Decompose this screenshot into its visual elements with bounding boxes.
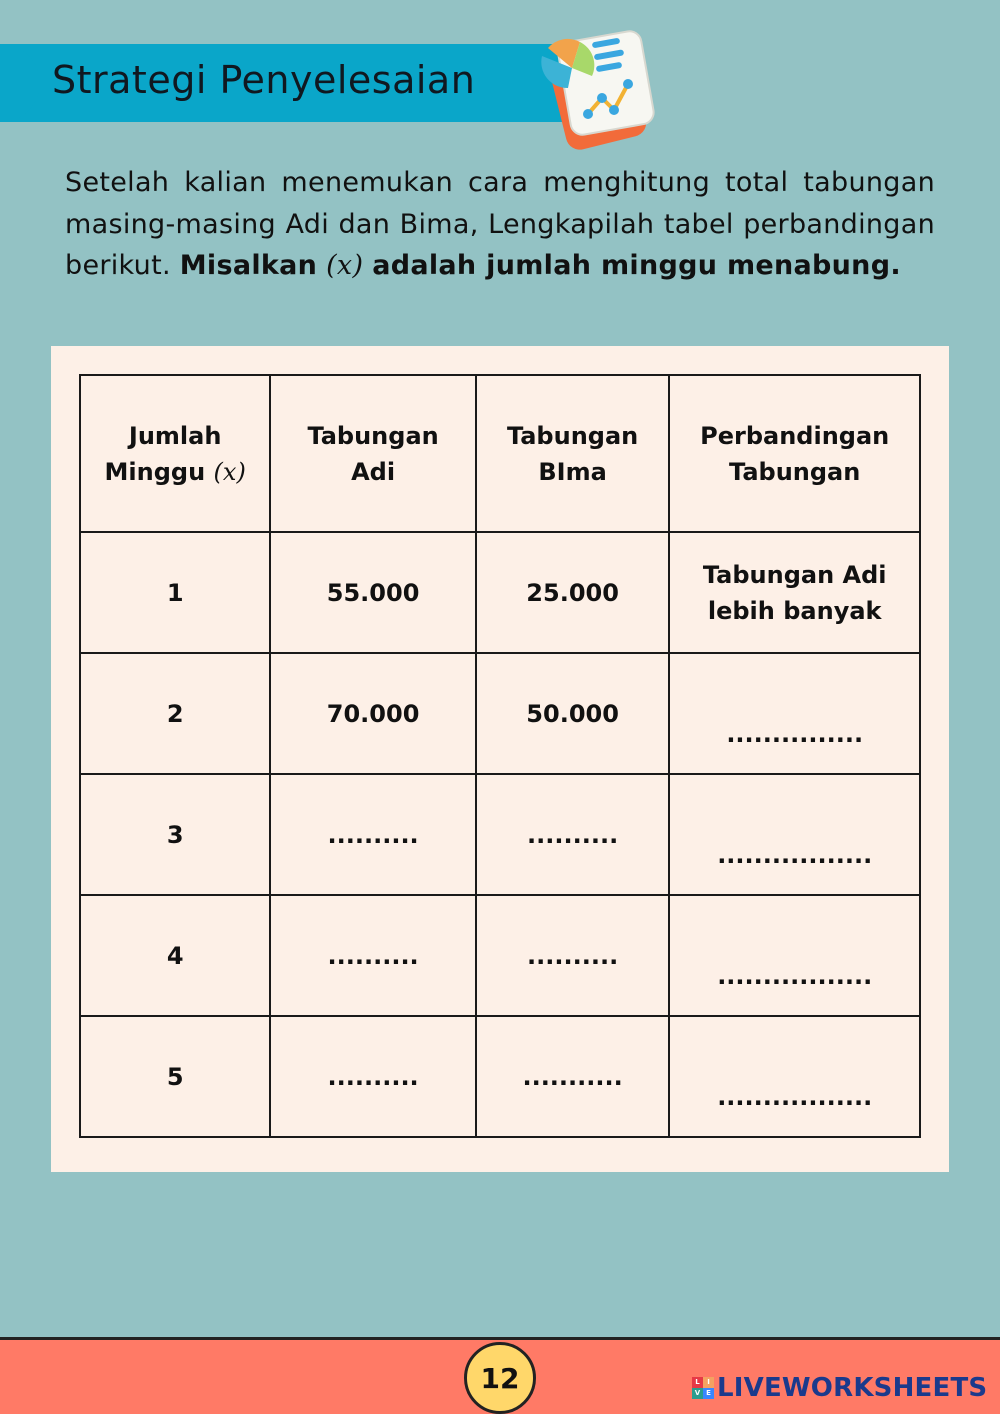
bima-blank-input[interactable]: .......... (476, 774, 670, 895)
week-cell: 3 (80, 774, 270, 895)
instruction-bold-lead: Misalkan (179, 250, 318, 281)
week-cell: 1 (80, 532, 270, 653)
bima-cell: 50.000 (476, 653, 670, 774)
header-comparison: Perbandingan Tabungan (669, 375, 920, 532)
comparison-blank-input[interactable]: ................. (669, 1016, 920, 1137)
adi-cell: 55.000 (270, 532, 475, 653)
header-adi: Tabungan Adi (270, 375, 475, 532)
instruction-text: Setelah kalian menemukan cara menghitung total tabungan masing-masing Adi dan Bima, Lengkapilah tabel perbandingan berikut. (65, 167, 935, 281)
instruction-paragraph (65, 162, 935, 287)
week-cell: 2 (80, 653, 270, 774)
adi-blank-input[interactable]: .......... (270, 895, 475, 1016)
week-cell: 4 (80, 895, 270, 1016)
table-row (80, 895, 920, 1016)
comparison-blank-input[interactable]: ................. (669, 774, 920, 895)
table-row (80, 774, 920, 895)
header-weeks: Jumlah Minggu (x) (80, 375, 270, 532)
instruction-bold-tail: adalah jumlah minggu menabung. (372, 250, 901, 281)
bima-blank-input[interactable]: .......... (476, 895, 670, 1016)
table-header-row (80, 375, 920, 532)
page-title: Strategi Penyelesaian (52, 58, 476, 102)
table-row (80, 1016, 920, 1137)
header-bima: Tabungan BIma (476, 375, 670, 532)
table-row (80, 653, 920, 774)
week-cell: 5 (80, 1016, 270, 1137)
adi-cell: 70.000 (270, 653, 475, 774)
liveworksheets-mark-icon: L I V E (692, 1377, 714, 1399)
table-row (80, 532, 920, 653)
comparison-blank-input[interactable]: ................. (669, 895, 920, 1016)
comparison-cell: Tabungan Adi lebih banyak (669, 532, 920, 653)
brand-name: LIVEWORKSHEETS (717, 1373, 988, 1403)
comparison-blank-input[interactable]: ............... (669, 653, 920, 774)
bima-cell: 25.000 (476, 532, 670, 653)
adi-blank-input[interactable]: .......... (270, 1016, 475, 1137)
page-number: 12 (464, 1342, 536, 1414)
variable-x: (x) (326, 250, 364, 281)
adi-blank-input[interactable]: .......... (270, 774, 475, 895)
report-chart-icon (528, 18, 658, 153)
comparison-table (79, 374, 921, 1138)
table-panel (51, 346, 949, 1172)
bima-blank-input[interactable]: ........... (476, 1016, 670, 1137)
liveworksheets-logo (692, 1370, 987, 1406)
